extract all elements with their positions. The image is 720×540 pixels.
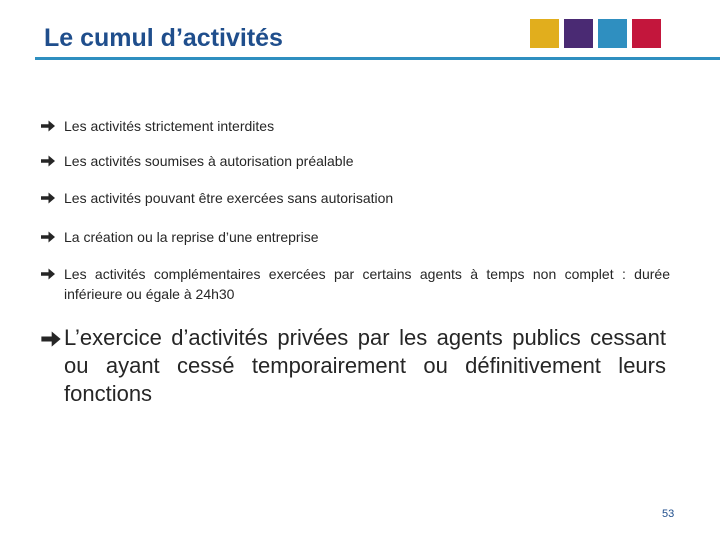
slide-title: Le cumul d’activités xyxy=(44,24,283,52)
red-square xyxy=(632,19,661,48)
bullet-item xyxy=(40,264,670,304)
bullet-text: Les activités soumises à autorisation préalable xyxy=(64,153,354,169)
highlight-text: L’exercice d’activités privées par les agents publics cessant ou ayant cessé temporairement ou définitivement leurs fonctions xyxy=(64,325,666,406)
title-underline xyxy=(35,57,720,60)
right-arrow-icon xyxy=(40,229,56,245)
page-number: 53 xyxy=(662,508,675,520)
bullet-text: Les activités complémentaires exercées par certains agents à temps non complet : durée inférieure ou égale à 24h30 xyxy=(64,266,670,302)
blue-square xyxy=(598,19,627,48)
bullet-text: Les activités strictement interdites xyxy=(64,118,275,134)
decorative-color-squares xyxy=(530,19,661,48)
bullet-item xyxy=(40,151,670,171)
right-arrow-icon xyxy=(40,266,56,282)
highlight-bullet xyxy=(40,324,666,408)
right-arrow-icon xyxy=(40,118,56,134)
bullet-item xyxy=(40,116,670,136)
purple-square xyxy=(564,19,593,48)
bullet-text: La création ou la reprise d’une entreprise xyxy=(64,229,319,245)
bullet-item xyxy=(40,227,670,247)
right-arrow-icon xyxy=(40,153,56,169)
yellow-square xyxy=(530,19,559,48)
right-arrow-icon xyxy=(40,190,56,206)
bullet-item xyxy=(40,188,670,208)
right-arrow-icon xyxy=(40,328,62,350)
bullet-text: Les activités pouvant être exercées sans autorisation xyxy=(64,190,394,206)
